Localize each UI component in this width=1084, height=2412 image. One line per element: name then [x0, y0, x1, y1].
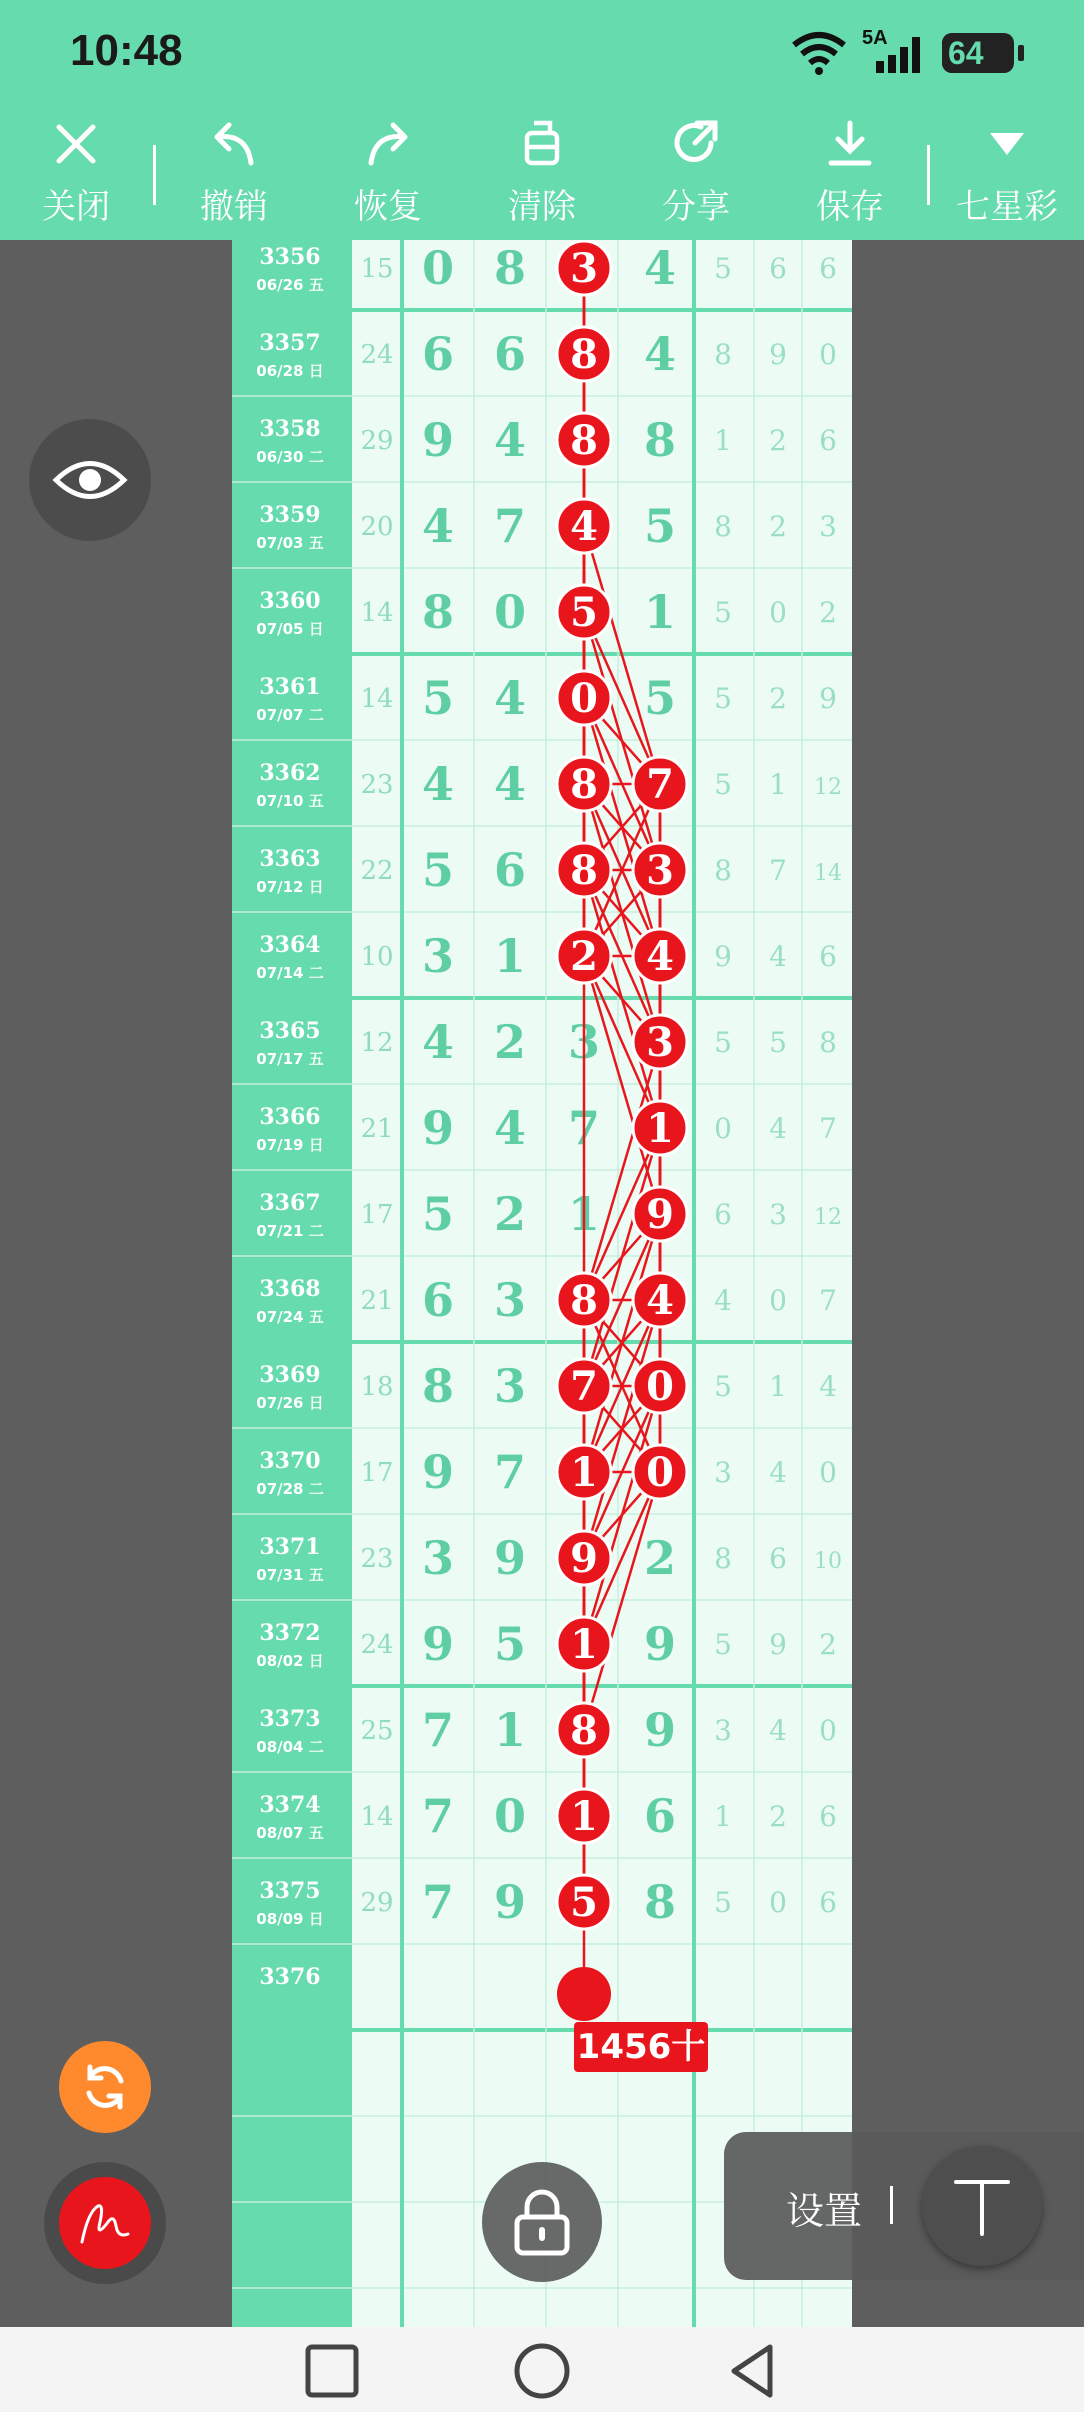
- digit-cell: 4: [421, 1015, 455, 1069]
- highlight-ball-digit: 0: [570, 675, 598, 722]
- tail-digit-cell: 6: [819, 940, 837, 973]
- toolbar-divider: [927, 145, 930, 205]
- close-label: 关闭: [42, 187, 110, 227]
- network-type: 5A: [862, 27, 888, 49]
- digit-cell: 4: [421, 499, 455, 553]
- sum-value: 17: [360, 1200, 394, 1230]
- sum-value: 14: [360, 684, 394, 714]
- digit-cell: 7: [421, 1875, 455, 1929]
- digit-cell: 9: [421, 1617, 455, 1671]
- tail-digit-cell: 2: [769, 510, 787, 543]
- signal-indicator: [862, 27, 928, 75]
- digit-cell: 5: [421, 1187, 455, 1241]
- highlight-ball-digit: 5: [570, 1879, 598, 1926]
- issue-date: 07/05 日: [256, 620, 324, 638]
- digit-cell: 1: [493, 1703, 527, 1757]
- status-bar: [0, 0, 1084, 105]
- sum-value: 29: [360, 1888, 394, 1918]
- digit-cell: 7: [493, 499, 527, 553]
- issue-number: 3360: [259, 588, 321, 614]
- eye-icon: [52, 455, 128, 505]
- close-icon: [51, 119, 101, 169]
- pen-icon: [74, 2192, 136, 2254]
- issue-number: 3361: [259, 674, 321, 700]
- lock-icon: [511, 2187, 573, 2257]
- tail-digit-cell: 4: [819, 1370, 837, 1403]
- share-icon: [671, 119, 721, 169]
- issue-number: 3359: [259, 502, 321, 528]
- tail-digit-cell: 9: [769, 338, 787, 371]
- digit-cell: 3: [567, 1015, 601, 1069]
- issue-date: 06/26 五: [256, 276, 324, 294]
- issue-date: 07/12 日: [256, 878, 324, 896]
- issue-number: 3362: [259, 760, 321, 786]
- issue-number: 3376: [259, 1964, 321, 1990]
- digit-cell: 7: [567, 1101, 601, 1155]
- close-button[interactable]: [6, 119, 146, 229]
- issue-date: 07/24 五: [256, 1308, 324, 1326]
- highlight-ball-digit: 3: [570, 245, 598, 292]
- text-tool-icon: [950, 2174, 1014, 2238]
- issue-date: 07/28 二: [256, 1480, 324, 1498]
- grid-background: [232, 240, 852, 2327]
- refresh-icon: [79, 2061, 131, 2113]
- wifi-icon: [790, 31, 848, 75]
- issue-number: 3370: [259, 1448, 321, 1474]
- highlight-ball-digit: 3: [646, 847, 674, 894]
- tail-digit-cell: 8: [714, 1542, 732, 1575]
- redo-label: 恢复: [354, 187, 422, 227]
- tail-digit-cell: 1: [714, 424, 732, 457]
- tail-digit-cell: 2: [819, 1628, 837, 1661]
- issue-date: 08/04 二: [256, 1738, 324, 1756]
- sum-value: 18: [360, 1372, 394, 1402]
- digit-cell: 8: [421, 585, 455, 639]
- tail-digit-cell: 8: [714, 510, 732, 543]
- digit-cell: 1: [567, 1187, 601, 1241]
- signal-icon: [862, 31, 928, 75]
- issue-number: 3375: [259, 1878, 321, 1904]
- tail-digit-cell: 6: [819, 424, 837, 457]
- issue-date: 07/10 五: [256, 792, 324, 810]
- digit-cell: 3: [493, 1359, 527, 1413]
- digit-cell: 9: [421, 1101, 455, 1155]
- digit-cell: 5: [493, 1617, 527, 1671]
- digit-cell: 8: [421, 1359, 455, 1413]
- digit-cell: 9: [421, 413, 455, 467]
- digit-cell: 9: [493, 1531, 527, 1585]
- digit-cell: 2: [643, 1531, 677, 1585]
- tail-digit-cell: 2: [769, 424, 787, 457]
- digit-cell: 4: [493, 1101, 527, 1155]
- digit-cell: 0: [493, 1789, 527, 1843]
- save-label: 保存: [816, 187, 884, 227]
- issue-number: 3363: [259, 846, 321, 872]
- undo-button[interactable]: [164, 119, 304, 229]
- highlight-ball-digit: 5: [570, 589, 598, 636]
- sum-value: 20: [360, 512, 394, 542]
- highlight-ball-digit: 8: [570, 847, 598, 894]
- sum-value: 21: [360, 1286, 394, 1316]
- digit-cell: 4: [493, 671, 527, 725]
- digit-cell: 6: [493, 843, 527, 897]
- tail-digit-cell: 0: [819, 1456, 837, 1489]
- digit-cell: 1: [643, 585, 677, 639]
- digit-cell: 9: [421, 1445, 455, 1499]
- back-icon[interactable]: [722, 2341, 782, 2401]
- tail-digit-cell: 5: [714, 252, 732, 285]
- digit-cell: 6: [643, 1789, 677, 1843]
- tail-digit-cell: 7: [819, 1284, 837, 1317]
- refresh-button[interactable]: [59, 2041, 151, 2133]
- lottery-type-dropdown[interactable]: [937, 119, 1077, 229]
- tail-digit-cell: 5: [714, 682, 732, 715]
- tail-digit-cell: 5: [714, 768, 732, 801]
- tail-digit-cell: 2: [769, 1800, 787, 1833]
- issue-date: 07/03 五: [256, 534, 324, 552]
- highlight-ball-digit: 9: [570, 1535, 598, 1582]
- issue-date: 08/02 日: [256, 1652, 324, 1670]
- tail-digit-cell: 4: [769, 940, 787, 973]
- highlight-ball-digit: 1: [646, 1105, 674, 1152]
- highlight-ball-digit: 7: [646, 761, 674, 808]
- digit-cell: 8: [643, 413, 677, 467]
- settings-divider: [890, 2186, 893, 2224]
- highlight-ball-digit: 4: [646, 933, 674, 980]
- digit-cell: 4: [643, 241, 677, 295]
- issue-date: 07/19 日: [256, 1136, 324, 1154]
- tail-digit-cell: 5: [714, 596, 732, 629]
- tail-digit-cell: 9: [714, 940, 732, 973]
- sum-value: 24: [360, 340, 394, 370]
- digit-cell: 5: [643, 499, 677, 553]
- dropdown-triangle-icon: [982, 119, 1032, 169]
- tail-digit-cell: 6: [819, 252, 837, 285]
- digit-cell: 0: [421, 241, 455, 295]
- sum-value: 15: [360, 254, 394, 284]
- tail-digit-cell: 3: [819, 510, 837, 543]
- tail-digit-cell: 10: [814, 1549, 842, 1574]
- digit-cell: 3: [421, 929, 455, 983]
- highlight-ball-digit: 8: [570, 1277, 598, 1324]
- toolbar-divider: [153, 145, 156, 205]
- tail-digit-cell: 1: [769, 768, 787, 801]
- highlight-ball-digit: 0: [646, 1449, 674, 1496]
- issue-date: 08/09 日: [256, 1910, 324, 1928]
- sum-value: 25: [360, 1716, 394, 1746]
- tail-digit-cell: 5: [714, 1886, 732, 1919]
- sum-value: 10: [360, 942, 394, 972]
- issue-date: 07/21 二: [256, 1222, 324, 1240]
- eye-toggle-button[interactable]: [29, 419, 151, 541]
- tail-digit-cell: 0: [769, 1284, 787, 1317]
- tail-digit-cell: 1: [714, 1800, 732, 1833]
- sum-value: 23: [360, 770, 394, 800]
- sum-value: 29: [360, 426, 394, 456]
- tail-digit-cell: 3: [714, 1714, 732, 1747]
- tail-digit-cell: 8: [819, 1026, 837, 1059]
- undo-label: 撤销: [200, 187, 268, 227]
- tail-digit-cell: 9: [769, 1628, 787, 1661]
- highlight-ball-digit: 7: [570, 1363, 598, 1410]
- issue-number: 3369: [259, 1362, 321, 1388]
- prediction-ball: [557, 1967, 611, 2021]
- digit-cell: 9: [493, 1875, 527, 1929]
- tail-digit-cell: 8: [714, 338, 732, 371]
- highlight-ball-digit: 1: [570, 1449, 598, 1496]
- tail-digit-cell: 3: [714, 1456, 732, 1489]
- tail-digit-cell: 5: [714, 1370, 732, 1403]
- tail-digit-cell: 0: [819, 1714, 837, 1747]
- sum-value: 23: [360, 1544, 394, 1574]
- pen-button-inner: [59, 2177, 151, 2269]
- highlight-ball-digit: 9: [646, 1191, 674, 1238]
- battery-tip: [1018, 45, 1024, 61]
- tail-digit-cell: 5: [714, 1628, 732, 1661]
- issue-number: 3364: [259, 932, 321, 958]
- tail-digit-cell: 6: [819, 1800, 837, 1833]
- issue-date: 08/07 五: [256, 1824, 324, 1842]
- tail-digit-cell: 0: [769, 1886, 787, 1919]
- sum-value: 17: [360, 1458, 394, 1488]
- tail-digit-cell: 1: [769, 1370, 787, 1403]
- highlight-ball-digit: 2: [570, 933, 598, 980]
- digit-cell: 9: [643, 1703, 677, 1757]
- digit-cell: 9: [643, 1617, 677, 1671]
- sum-value: 12: [360, 1028, 394, 1058]
- tail-digit-cell: 7: [819, 1112, 837, 1145]
- digit-cell: 6: [421, 1273, 455, 1327]
- issue-number: 3372: [259, 1620, 321, 1646]
- digit-cell: 4: [643, 327, 677, 381]
- settings-panel: [724, 2132, 1084, 2280]
- digit-cell: 7: [421, 1703, 455, 1757]
- issue-number: 3374: [259, 1792, 321, 1818]
- tail-digit-cell: 5: [769, 1026, 787, 1059]
- highlight-ball-digit: 8: [570, 417, 598, 464]
- digit-cell: 7: [421, 1789, 455, 1843]
- text-tool-button[interactable]: [922, 2146, 1042, 2266]
- undo-icon: [209, 119, 259, 169]
- tail-digit-cell: 9: [819, 682, 837, 715]
- digit-cell: 5: [421, 671, 455, 725]
- settings-button[interactable]: 设置: [786, 2189, 863, 2233]
- home-icon[interactable]: [512, 2341, 572, 2401]
- highlight-ball-digit: 8: [570, 331, 598, 378]
- digit-cell: 0: [493, 585, 527, 639]
- tail-digit-cell: 4: [769, 1456, 787, 1489]
- issue-number: 3357: [259, 330, 321, 356]
- digit-cell: 5: [421, 843, 455, 897]
- tail-digit-cell: 3: [769, 1198, 787, 1231]
- redo-icon: [363, 119, 413, 169]
- issue-date: 07/17 五: [256, 1050, 324, 1068]
- save-button[interactable]: [780, 119, 920, 229]
- issue-date: 06/28 日: [256, 362, 324, 380]
- tail-digit-cell: 2: [819, 596, 837, 629]
- issue-date: 07/31 五: [256, 1566, 324, 1584]
- highlight-ball-digit: 4: [570, 503, 598, 550]
- highlight-ball-digit: 1: [570, 1793, 598, 1840]
- system-nav-bar: [0, 2327, 1084, 2412]
- digit-cell: 4: [493, 757, 527, 811]
- sum-value: 14: [360, 1802, 394, 1832]
- tail-digit-cell: 0: [819, 338, 837, 371]
- issue-number: 3367: [259, 1190, 321, 1216]
- issue-number: 3368: [259, 1276, 321, 1302]
- issue-number: 3373: [259, 1706, 321, 1732]
- issue-date: 07/26 日: [256, 1394, 324, 1412]
- sum-value: 24: [360, 1630, 394, 1660]
- digit-cell: 8: [493, 241, 527, 295]
- tail-digit-cell: 7: [769, 854, 787, 887]
- battery-level: 64: [948, 35, 984, 71]
- digit-cell: 2: [493, 1187, 527, 1241]
- download-icon: [825, 119, 875, 169]
- trend-chart[interactable]: [232, 240, 852, 2327]
- highlight-ball-digit: 3: [646, 1019, 674, 1066]
- digit-cell: 5: [643, 671, 677, 725]
- digit-cell: 6: [421, 327, 455, 381]
- sum-value: 14: [360, 598, 394, 628]
- tail-digit-cell: 4: [769, 1112, 787, 1145]
- digit-cell: 1: [493, 929, 527, 983]
- clear-label: 清除: [508, 187, 576, 227]
- issue-date: 07/14 二: [256, 964, 324, 982]
- issue-date: 06/30 二: [256, 448, 324, 466]
- highlight-ball-digit: 0: [646, 1363, 674, 1410]
- highlight-ball-digit: 8: [570, 761, 598, 808]
- tail-digit-cell: 0: [769, 596, 787, 629]
- status-time: 10:48: [70, 26, 183, 75]
- recents-icon[interactable]: [302, 2341, 362, 2401]
- issue-number: 3356: [259, 244, 321, 270]
- tail-digit-cell: 4: [714, 1284, 732, 1317]
- sum-value: 21: [360, 1114, 394, 1144]
- tail-digit-cell: 14: [814, 861, 842, 886]
- highlight-ball-digit: 1: [570, 1621, 598, 1668]
- tail-digit-cell: 6: [714, 1198, 732, 1231]
- digit-cell: 4: [421, 757, 455, 811]
- tail-digit-cell: 4: [769, 1714, 787, 1747]
- digit-cell: 7: [493, 1445, 527, 1499]
- tail-digit-cell: 0: [714, 1112, 732, 1145]
- issue-number: 3358: [259, 416, 321, 442]
- eraser-icon: [517, 119, 567, 169]
- sum-value: 22: [360, 856, 394, 886]
- digit-cell: 4: [493, 413, 527, 467]
- prediction-label: 1456十: [576, 2027, 706, 2067]
- issue-number: 3366: [259, 1104, 321, 1130]
- toolbar: [0, 105, 1084, 240]
- issue-date: 07/07 二: [256, 706, 324, 724]
- tail-digit-cell: 2: [769, 682, 787, 715]
- digit-cell: 6: [493, 327, 527, 381]
- issue-number: 3365: [259, 1018, 321, 1044]
- digit-cell: 2: [493, 1015, 527, 1069]
- highlight-ball-digit: 4: [646, 1277, 674, 1324]
- tail-digit-cell: 6: [769, 252, 787, 285]
- highlight-ball-digit: 8: [570, 1707, 598, 1754]
- tail-digit-cell: 8: [714, 854, 732, 887]
- digit-cell: 8: [643, 1875, 677, 1929]
- status-icons: [790, 28, 1024, 78]
- issue-number: 3371: [259, 1534, 321, 1560]
- share-label: 分享: [662, 187, 730, 227]
- lottery-type-label: 七星彩: [956, 187, 1058, 227]
- tail-digit-cell: 6: [819, 1886, 837, 1919]
- tail-digit-cell: 12: [814, 1205, 842, 1230]
- tail-digit-cell: 6: [769, 1542, 787, 1575]
- digit-cell: 3: [421, 1531, 455, 1585]
- pen-button[interactable]: [44, 2162, 166, 2284]
- redo-button[interactable]: [318, 119, 458, 229]
- clear-button[interactable]: [472, 119, 612, 229]
- tail-digit-cell: 5: [714, 1026, 732, 1059]
- lock-button[interactable]: [482, 2162, 602, 2282]
- tail-digit-cell: 12: [814, 775, 842, 800]
- battery-icon: [942, 33, 1014, 73]
- share-button[interactable]: [626, 119, 766, 229]
- digit-cell: 3: [493, 1273, 527, 1327]
